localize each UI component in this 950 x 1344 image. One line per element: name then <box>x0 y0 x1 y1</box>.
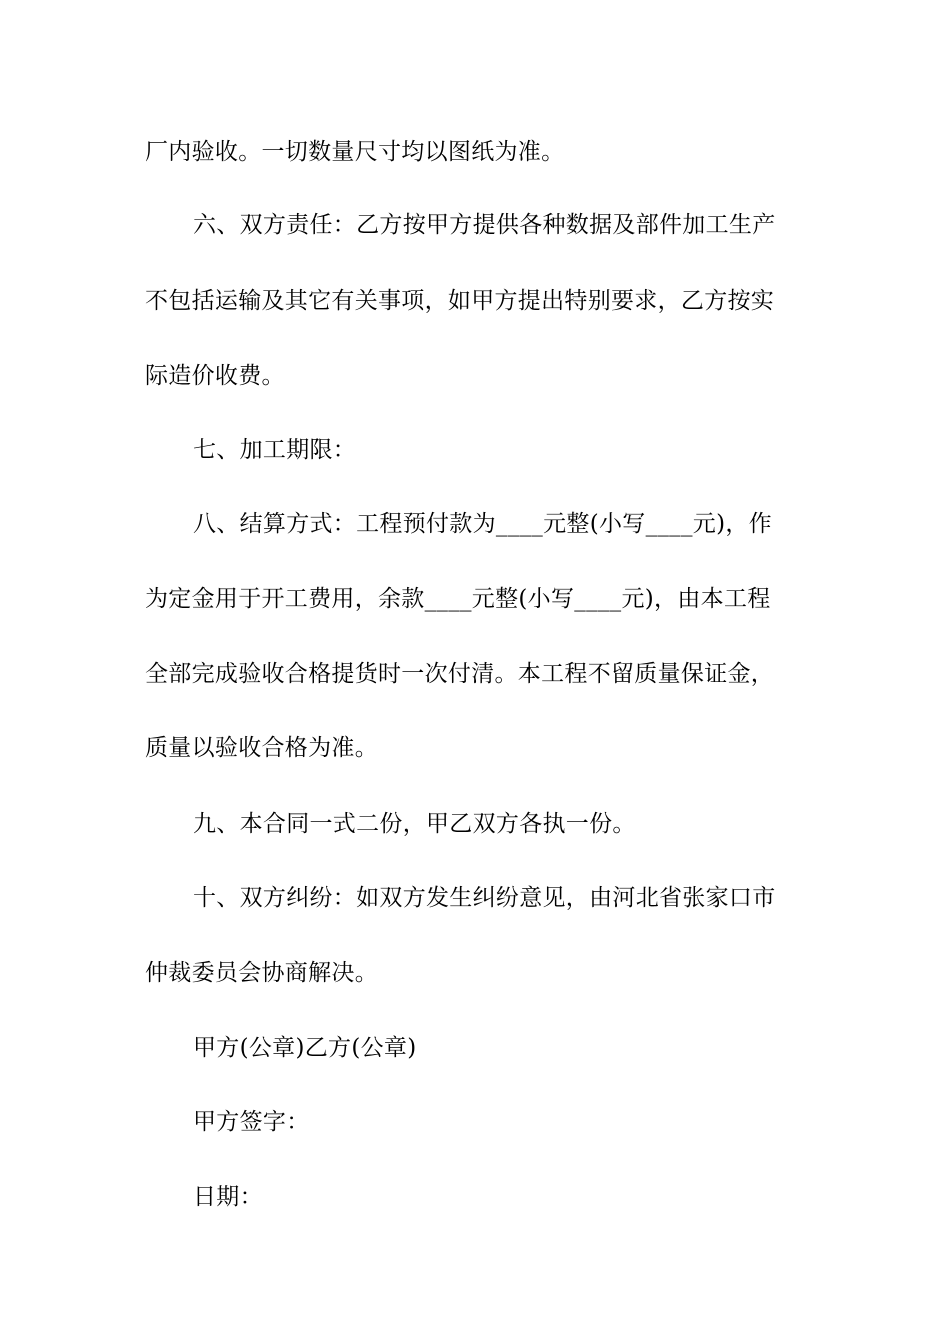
clause-6-line-3: 际造价收费。 <box>145 363 285 389</box>
clause-9: 九、本合同一式二份，甲乙双方各执一份。 <box>193 811 636 837</box>
clause-6-line-1: 六、双方责任：乙方按甲方提供各种数据及部件加工生产 <box>193 212 776 238</box>
clause-8-line-1: 八、结算方式：工程预付款为____元整(小写____元)，作 <box>193 511 772 537</box>
clause-10-line-1: 十、双方纠纷：如双方发生纠纷意见，由河北省张家口市 <box>193 885 776 911</box>
clause-8-line-2: 为定金用于开工费用，余款____元整(小写____元)，由本工程 <box>145 586 771 612</box>
party-a-signature: 甲方签字： <box>193 1109 310 1135</box>
party-seals: 甲方(公章)乙方(公章) <box>193 1035 417 1061</box>
paragraph-5-continuation: 厂内验收。一切数量尺寸均以图纸为准。 <box>145 139 565 165</box>
clause-8-line-3: 全部完成验收合格提货时一次付清。本工程不留质量保证金， <box>145 661 775 687</box>
date-field: 日期： <box>193 1184 263 1210</box>
clause-8-line-4: 质量以验收合格为准。 <box>145 735 378 761</box>
clause-6-line-2: 不包括运输及其它有关事项，如甲方提出特别要求，乙方按实 <box>145 288 775 314</box>
clause-7: 七、加工期限： <box>193 437 357 463</box>
clause-10-line-2: 仲裁委员会协商解决。 <box>145 960 378 986</box>
